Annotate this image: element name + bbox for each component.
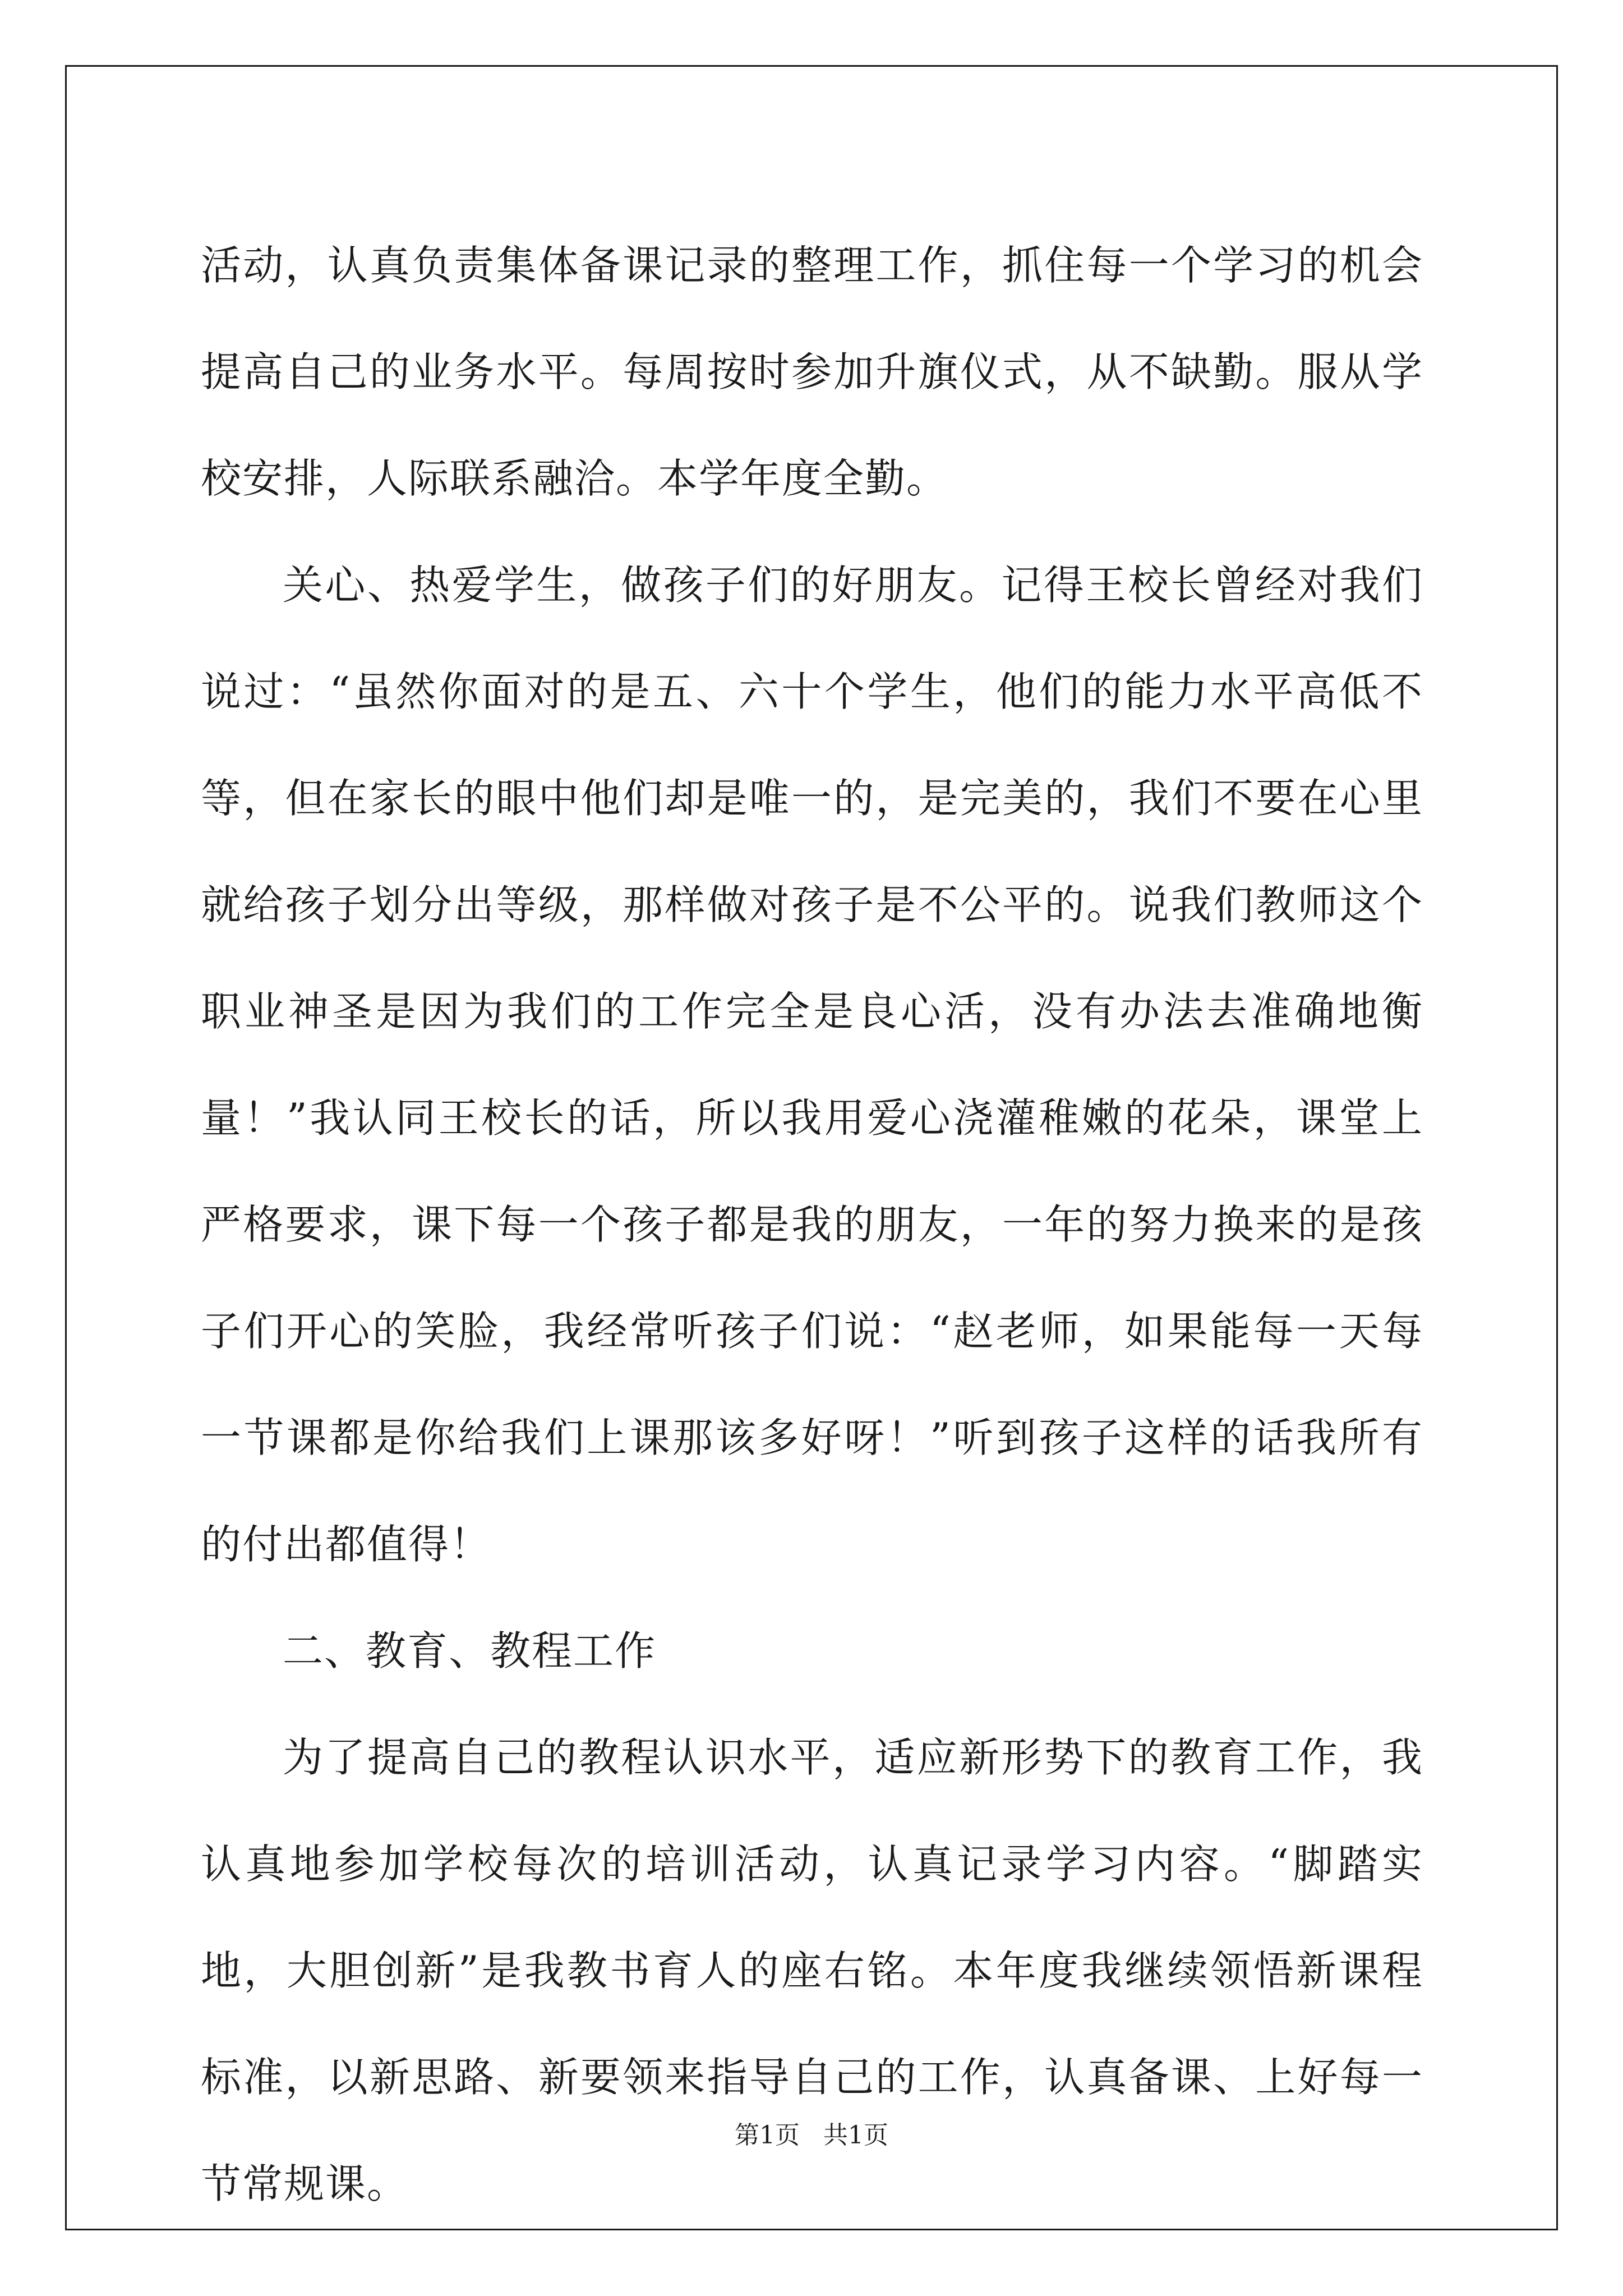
paragraph-1: 活动，认真负责集体备课记录的整理工作，抓住每一个学习的机会提高自己的业务水平。每周按时参加升旗仪式，从不缺勤。服从学校安排，人际联系融洽。本学年度全勤。: [201, 242, 1423, 502]
paragraph-3: 为了提高自己的教程认识水平，适应新形势下的教育工作，我认真地参加学校每次的培训活动，认真记录学习内容。“脚踏实地，大胆创新”是我教书育人的座右铭。本年度我继续领悟新课程标准，以新思路、新要领来指导自己的工作，认真备课、上好每一节常规课。: [201, 1734, 1423, 2207]
document-body: [201, 212, 1423, 2237]
paragraph-2: 关心、热爱学生，做孩子们的好朋友。记得王校长曾经对我们说过：“虽然你面对的是五、六十个学生，他们的能力水平高低不等，但在家长的眼中他们却是唯一的，是完美的，我们不要在心里就给孩子划分出等级，那样做对孩子是不公平的。说我们教师这个职业神圣是因为我们的工作完全是良心活，没有办法去准确地衡量！”我认同王校长的话，所以我用爱心浇灌稚嫩的花朵，课堂上严格要求，课下每一个孩子都是我的朋友，一年的努力换来的是孩子们开心的笑脸，我经常听孩子们说：“赵老师，如果能每一天每一节课都是你给我们上课那该多好呀！”听到孩子这样的话我所有的付出都值得！: [201, 562, 1423, 1568]
page-number: 第1页: [735, 2121, 800, 2150]
section-heading: 二、教育、教程工作: [283, 1627, 657, 1674]
page-footer: [0, 2115, 1623, 2151]
page-total: 共1页: [823, 2121, 888, 2150]
